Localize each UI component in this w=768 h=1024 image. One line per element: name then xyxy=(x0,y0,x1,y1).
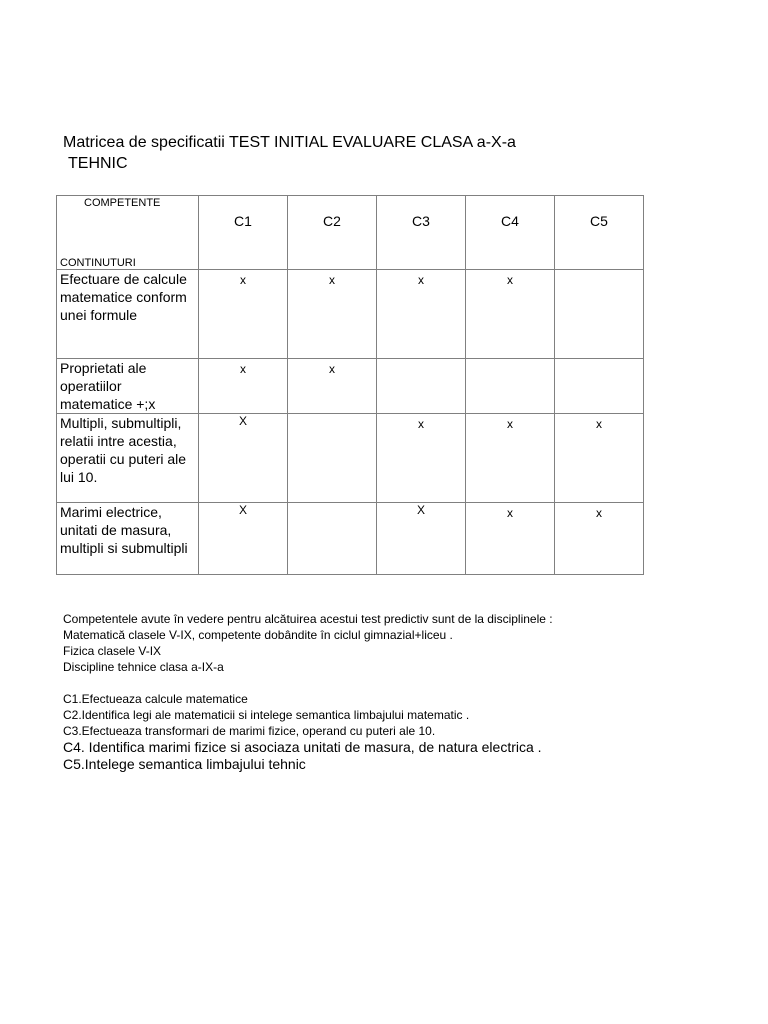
mark-cell: x xyxy=(199,359,288,414)
mark-cell xyxy=(555,359,644,414)
column-header-c5: C5 xyxy=(555,196,644,270)
competence-c5: C5.Intelege semantica limbajului tehnic xyxy=(63,756,306,772)
specification-matrix xyxy=(56,195,644,575)
mark-cell: x xyxy=(199,270,288,359)
column-header-c4: C4 xyxy=(466,196,555,270)
mark-cell: x xyxy=(377,414,466,503)
table-row xyxy=(57,270,644,359)
mark-cell: x xyxy=(555,414,644,503)
competence-c4: C4. Identifica marimi fizice si asociaza unitati de masura, de natura electrica . xyxy=(63,739,542,755)
mark-cell xyxy=(466,359,555,414)
title-line-2: TEHNIC xyxy=(68,155,128,172)
competente-label: COMPETENTE xyxy=(84,197,161,209)
document-title xyxy=(63,132,703,174)
continuturi-label: CONTINUTURI xyxy=(60,257,136,269)
corner-cell xyxy=(57,196,199,270)
table-row xyxy=(57,359,644,414)
row-label: Multipli, submultipli, relatii intre acestia, operatii cu puteri ale lui 10. xyxy=(57,414,199,503)
mark-cell: X xyxy=(377,503,466,575)
mark-cell xyxy=(288,503,377,575)
mark-cell xyxy=(377,359,466,414)
mark-cell: x xyxy=(288,359,377,414)
table-row xyxy=(57,414,644,503)
intro-line: Matematică clasele V-IX, competente dobândite în ciclul gimnazial+liceu . xyxy=(63,628,453,642)
row-label: Marimi electrice, unitati de masura, multipli si submultipli xyxy=(57,503,199,575)
mark-cell: x xyxy=(555,503,644,575)
spacer xyxy=(63,675,743,691)
intro-line: Fizica clasele V-IX xyxy=(63,644,162,658)
column-header-c2: C2 xyxy=(288,196,377,270)
mark-cell: x xyxy=(288,270,377,359)
mark-cell: X xyxy=(199,503,288,575)
mark-cell: x xyxy=(377,270,466,359)
notes-section xyxy=(63,611,743,773)
mark-cell: x xyxy=(466,414,555,503)
mark-cell: X xyxy=(199,414,288,503)
mark-cell: x xyxy=(466,503,555,575)
intro-line: Discipline tehnice clasa a-IX-a xyxy=(63,660,224,674)
header-row xyxy=(57,196,644,270)
column-header-c1: C1 xyxy=(199,196,288,270)
competence-c3: C3.Efectueaza transformari de marimi fizice, operand cu puteri ale 10. xyxy=(63,724,436,738)
column-header-c3: C3 xyxy=(377,196,466,270)
table-row xyxy=(57,503,644,575)
intro-line: Competentele avute în vedere pentru alcătuirea acestui test predictiv sunt de la disciplinele : xyxy=(63,612,553,626)
competence-c2: C2.Identifica legi ale matematicii si intelege semantica limbajului matematic . xyxy=(63,708,470,722)
mark-cell xyxy=(555,270,644,359)
row-label: Efectuare de calcule matematice conform unei formule xyxy=(57,270,199,359)
title-line-1: Matricea de specificatii TEST INITIAL EVALUARE CLASA a-X-a xyxy=(63,134,516,151)
mark-cell: x xyxy=(466,270,555,359)
competence-c1: C1.Efectueaza calcule matematice xyxy=(63,692,248,706)
row-label: Proprietati ale operatiilor matematice +;x xyxy=(57,359,199,414)
mark-cell xyxy=(288,414,377,503)
